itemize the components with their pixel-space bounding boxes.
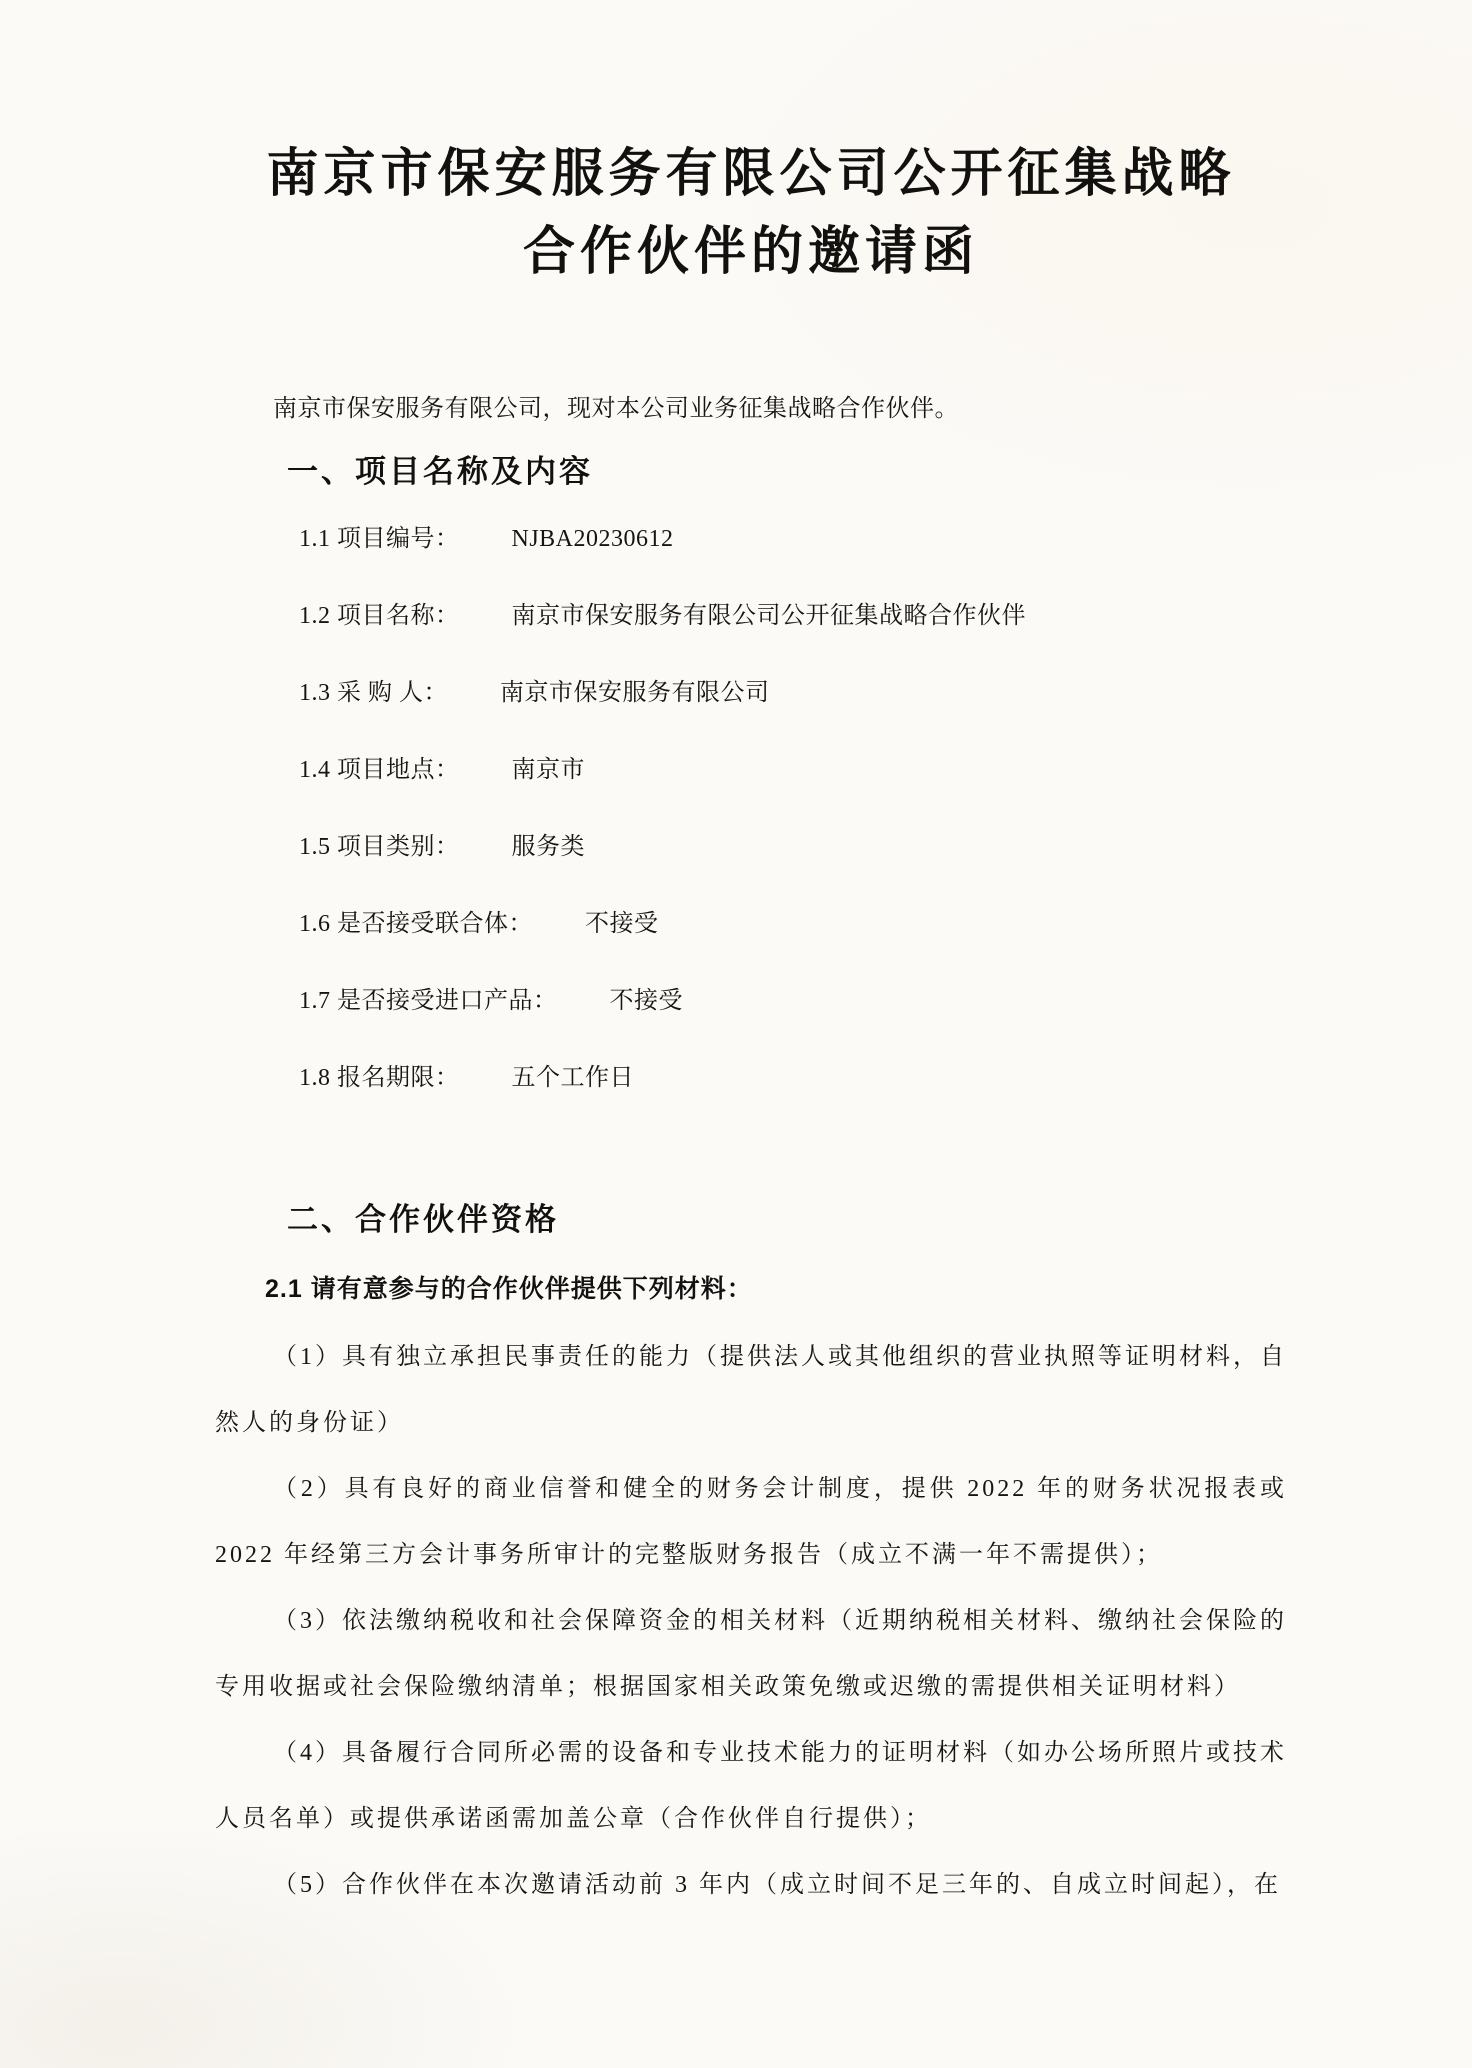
item-value: 南京市保安服务有限公司公开征集战略合作伙伴 bbox=[511, 603, 1026, 629]
title-line-2: 合作伙伴的邀请函 bbox=[522, 224, 979, 281]
title-line-1: 南京市保安服务有限公司公开征集战略 bbox=[266, 146, 1236, 203]
project-info-list bbox=[215, 526, 1287, 1092]
item-label: 1.6 是否接受联合体： bbox=[299, 911, 533, 937]
item-label: 1.4 项目地点： bbox=[299, 757, 460, 783]
project-item-purchaser bbox=[299, 680, 1287, 707]
item-label: 1.1 项目编号： bbox=[299, 526, 460, 552]
project-item-name bbox=[299, 603, 1287, 630]
item-value: 南京市保安服务有限公司 bbox=[500, 680, 770, 706]
requirement-paragraph-3: （3）依法缴纳税收和社会保障资金的相关材料（近期纳税相关材料、缴纳社会保险的专用收据或社会保险缴纳清单；根据国家相关政策免缴或迟缴的需提供相关证明材料） bbox=[215, 1608, 1287, 1700]
project-item-number bbox=[299, 526, 1287, 553]
section2-subheading: 2.1 请有意参与的合作伙伴提供下列材料： bbox=[265, 1275, 753, 1303]
item-label: 1.5 项目类别： bbox=[299, 834, 460, 860]
requirement-paragraph-5: （5）合作伙伴在本次邀请活动前 3 年内（成立时间不足三年的、自成立时间起），在 bbox=[273, 1872, 1281, 1898]
project-item-registration-period bbox=[299, 1065, 1287, 1092]
requirement-paragraph-2: （2）具有良好的商业信誉和健全的财务会计制度，提供 2022 年的财务状况报表或 2022 年经第三方会计事务所审计的完整版财务报告（成立不满一年不需提供）； bbox=[215, 1476, 1287, 1568]
item-value: 不接受 bbox=[609, 988, 683, 1014]
item-value: 不接受 bbox=[585, 911, 659, 937]
item-value: 南京市 bbox=[511, 757, 585, 783]
item-label: 1.2 项目名称： bbox=[299, 603, 460, 629]
project-item-imported-products bbox=[299, 988, 1287, 1015]
item-label: 1.3 采 购 人： bbox=[299, 680, 448, 706]
document-title bbox=[215, 136, 1287, 292]
intro-paragraph: 南京市保安服务有限公司，现对本公司业务征集战略合作伙伴。 bbox=[273, 396, 959, 422]
project-item-location bbox=[299, 757, 1287, 784]
item-value: NJBA20230612 bbox=[511, 526, 674, 552]
requirement-paragraph-4: （4）具备履行合同所必需的设备和专业技术能力的证明材料（如办公场所照片或技术人员名单）或提供承诺函需加盖公章（合作伙伴自行提供）； bbox=[215, 1740, 1287, 1832]
section1-heading: 一、项目名称及内容 bbox=[287, 454, 593, 489]
project-item-consortium bbox=[299, 911, 1287, 938]
item-label: 1.8 报名期限： bbox=[299, 1065, 460, 1091]
requirement-paragraph-1: （1）具有独立承担民事责任的能力（提供法人或其他组织的营业执照等证明材料，自然人的身份证） bbox=[215, 1344, 1287, 1436]
section2-heading: 二、合作伙伴资格 bbox=[287, 1202, 559, 1237]
item-value: 五个工作日 bbox=[511, 1065, 634, 1091]
item-label: 1.7 是否接受进口产品： bbox=[299, 988, 558, 1014]
qualification-requirements bbox=[215, 1324, 1287, 1918]
item-value: 服务类 bbox=[511, 834, 585, 860]
project-item-category bbox=[299, 834, 1287, 861]
